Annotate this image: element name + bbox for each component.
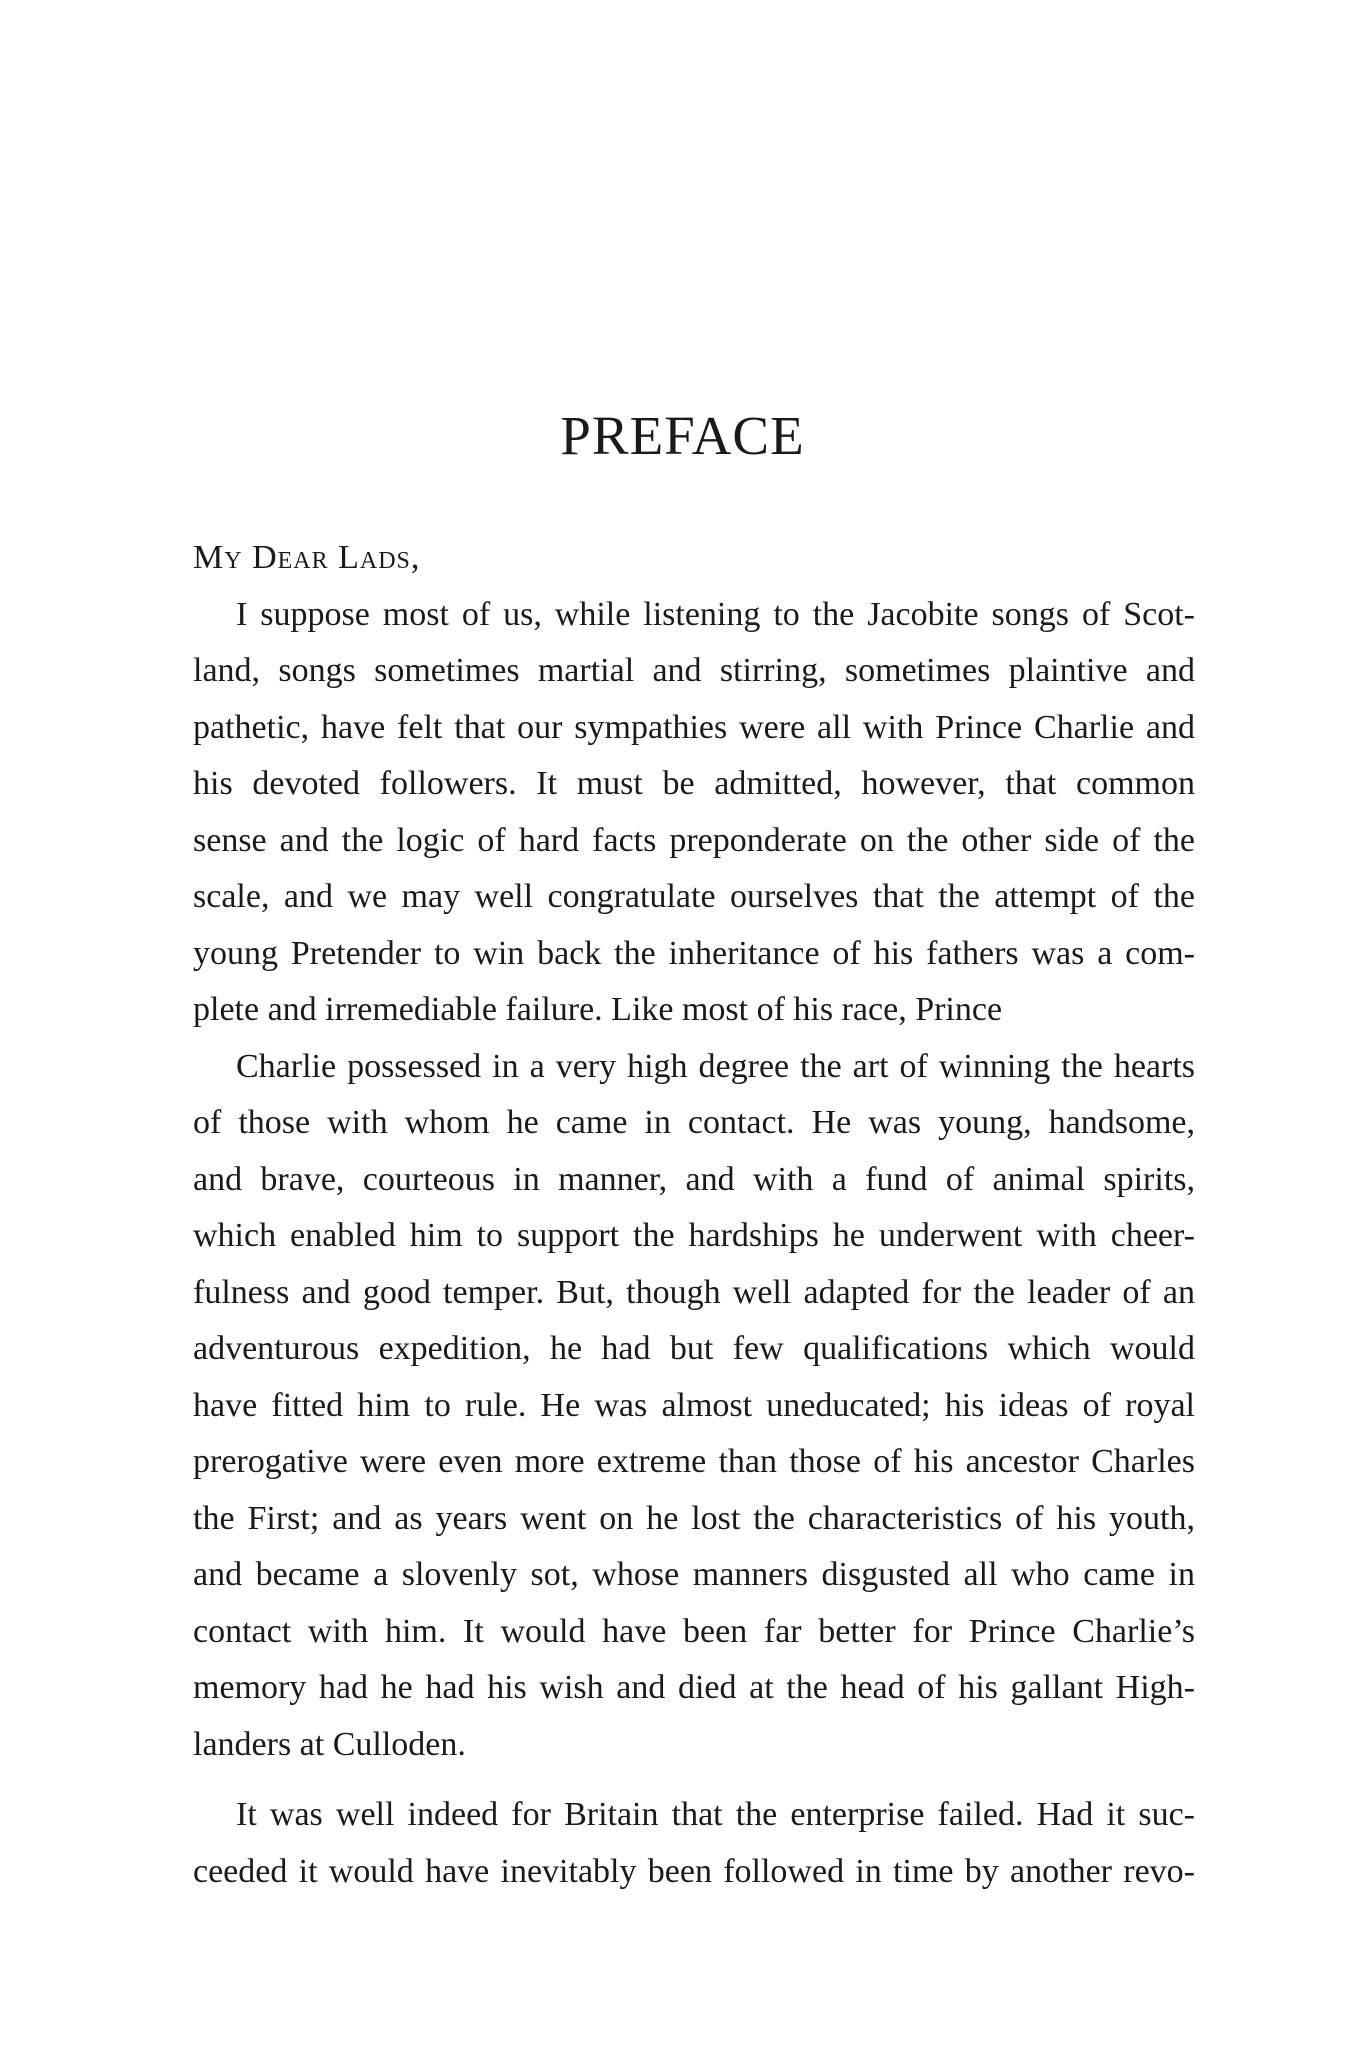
text-line: contact with him. It would have been far better for Prince Charlie’s — [193, 1612, 1195, 1650]
text-line: land, songs sometimes martial and stirring, sometimes plaintive and — [193, 652, 1195, 689]
text-line: prerogative were even more extreme than those of his ancestor Charles — [193, 1443, 1195, 1480]
text-line: sense and the logic of hard facts preponderate on the other side of the — [193, 821, 1195, 859]
text-line: which enabled him to support the hardships he underwent with cheer- — [193, 1217, 1195, 1254]
text-line: Charlie possessed in a very high degree the art of winning the hearts — [236, 1047, 1195, 1085]
text-line: pathetic, have felt that our sympathies were all with Prince Charlie and — [193, 708, 1195, 746]
salutation: My Dear Lads, — [193, 539, 421, 576]
text-line: fulness and good temper. But, though well adapted for the leader of an — [193, 1273, 1195, 1311]
text-line: ceeded it would have inevitably been followed in time by another revo- — [193, 1852, 1195, 1890]
text-line: of those with whom he came in contact. He was young, handsome, — [193, 1104, 1195, 1141]
paragraph — [193, 587, 1195, 1039]
text-line: adventurous expedition, he had but few qualifications which would — [193, 1330, 1195, 1367]
text-line: memory had he had his wish and died at the head of his gallant High- — [193, 1669, 1195, 1706]
text-line: have fitted him to rule. He was almost uneducated; his ideas of royal — [193, 1386, 1195, 1424]
text-line: landers at Culloden. — [193, 1725, 466, 1763]
text-line: I suppose most of us, while listening to the Jacobite songs of Scot- — [236, 595, 1195, 633]
page-title: PREFACE — [560, 405, 805, 466]
text-line: It was well indeed for Britain that the enterprise failed. Had it suc- — [236, 1796, 1195, 1833]
paragraph-spacer — [193, 1773, 1195, 1787]
text-line: and brave, courteous in manner, and with a fund of animal spirits, — [193, 1160, 1195, 1198]
preface-body — [193, 530, 1195, 1900]
paragraph — [193, 1787, 1195, 1900]
text-line: the First; and as years went on he lost the characteristics of his youth, — [193, 1499, 1195, 1537]
text-line: scale, and we may well congratulate ourselves that the attempt of the — [193, 878, 1195, 915]
text-line: and became a slovenly sot, whose manners disgusted all who came in — [193, 1556, 1195, 1593]
text-line: young Pretender to win back the inheritance of his fathers was a com- — [193, 934, 1195, 972]
text-line: his devoted followers. It must be admitted, however, that common — [193, 765, 1195, 802]
text-line: plete and irremediable failure. Like most of his race, Prince — [193, 991, 1003, 1028]
paragraph — [193, 1039, 1195, 1774]
